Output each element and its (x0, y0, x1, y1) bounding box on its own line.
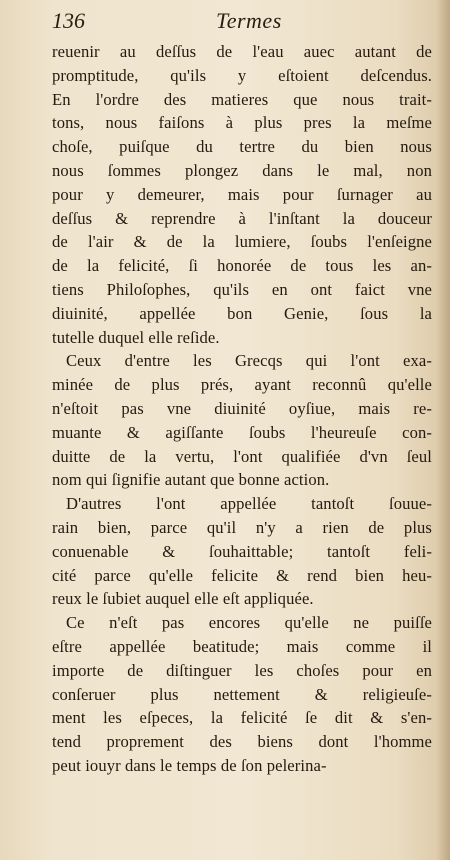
text-line: conſeruer plus nettement & religieuſe- (52, 684, 432, 704)
text-line: n'eſtoit pas vne diuinité oyſiue, mais re- (52, 398, 432, 418)
text-line: reux le ſubiet auquel elle eſt appliquée. (52, 589, 314, 609)
text-line: nous ſommes plongez dans le mal, non (52, 160, 432, 180)
text-line: tutelle duquel elle reſide. (52, 327, 220, 347)
text-line: D'autres l'ont appellée tantoſt ſouue- (66, 494, 432, 514)
page-edge-shadow (436, 0, 450, 860)
page-number: 136 (52, 8, 85, 33)
text-line: nom qui ſignifie autant que bonne action. (52, 470, 330, 490)
text-line: de la felicité, ſi honorée de tous les an- (52, 256, 432, 276)
text-line: deſſus & reprendre à l'inſtant la douceur (52, 208, 432, 228)
text-line: reuenir au deſſus de l'eau auec autant de (52, 42, 432, 61)
text-line: choſe, puiſque du tertre du bien nous (52, 137, 432, 157)
text-line: tend proprement des biens dont l'homme (52, 732, 432, 752)
running-head: Termes (216, 8, 282, 33)
body-text (52, 40, 432, 778)
text-line: tiens Philoſophes, qu'ils en ont faict vne (52, 279, 432, 299)
text-line: rain bien, parce qu'il n'y a rien de plus (52, 517, 432, 537)
text-line: Ce n'eſt pas encores qu'elle ne puiſſe (66, 613, 432, 633)
text-line: ment les eſpeces, la felicité ſe dit & s'en- (52, 708, 432, 728)
text-line: minée de plus prés, ayant reconnû qu'elle (52, 375, 432, 395)
text-line: cité parce qu'elle felicite & rend bien heu- (52, 565, 432, 585)
text-line: eſtre appellée beatitude; mais comme il (52, 636, 432, 656)
text-line: diuinité, appellée bon Genie, ſous la (52, 303, 432, 323)
text-line: tons, nous faiſons à plus pres la meſme (52, 113, 432, 133)
text-line: conuenable & ſouhaittable; tantoſt feli- (52, 541, 432, 561)
text-line: duitte de la vertu, l'ont qualifiée d'vn ſeul (52, 446, 432, 466)
text-line: promptitude, qu'ils y eſtoient deſcendus. (52, 65, 432, 85)
text-line: pour y demeurer, mais pour ſurnager au (52, 184, 432, 204)
text-line: muante & agiſſante ſoubs l'heureuſe con- (52, 422, 432, 442)
text-line: peut iouyr dans le temps de ſon pelerina- (52, 755, 327, 775)
text-line: En l'ordre des matieres que nous trait- (52, 89, 432, 109)
text-line: importe de diſtinguer les choſes pour en (52, 660, 432, 680)
page-header (52, 6, 432, 36)
text-line: Ceux d'entre les Grecqs qui l'ont exa- (66, 351, 432, 371)
text-line: de l'air & de la lumiere, ſoubs l'enſeigne (52, 232, 432, 252)
